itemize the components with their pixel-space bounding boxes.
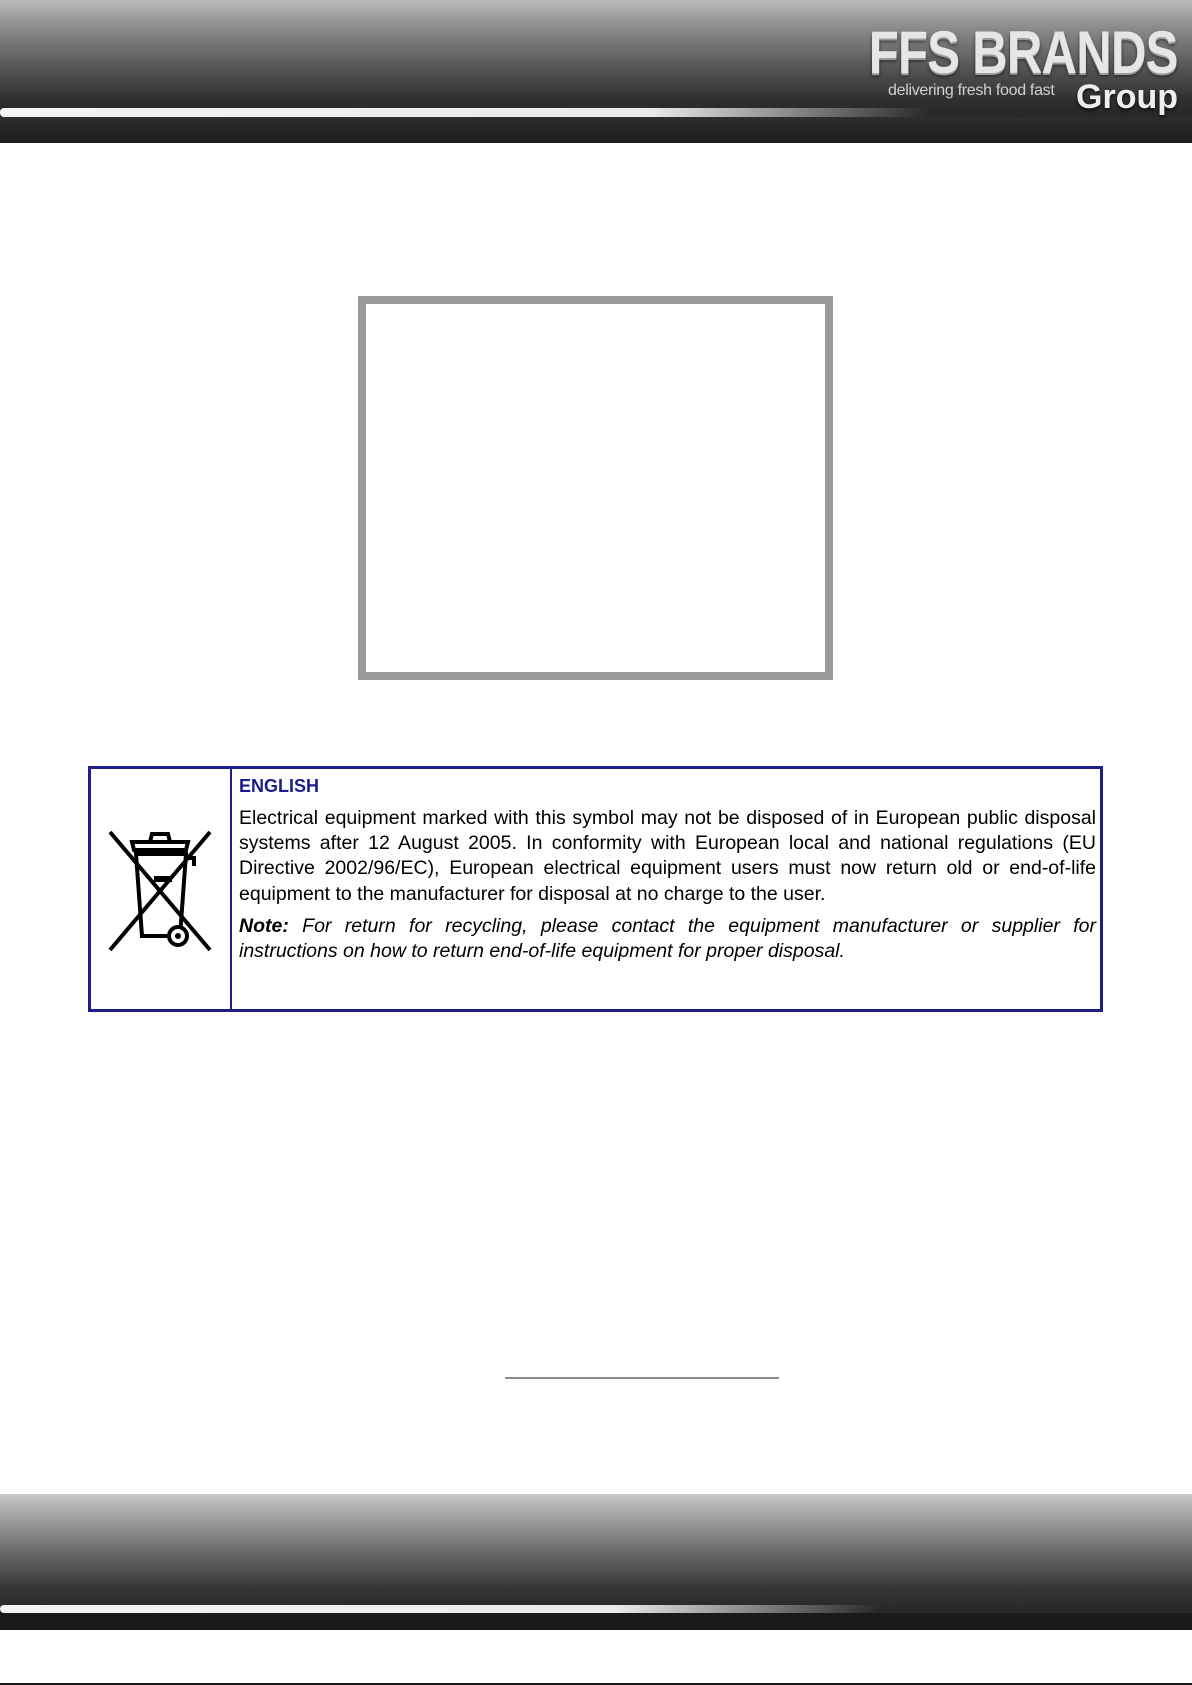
page-footer xyxy=(0,1494,1192,1630)
weee-body-text: Electrical equipment marked with this symbol may not be disposed of in European public disposal systems after 12 August 2005. In conformity with European local and national regulations (EU Directive 2002/96/EC), European electrical equipment users must now return old or end-of-life equipment to the manufacturer for disposal at no charge to the user. xyxy=(239,807,1096,905)
weee-text-cell xyxy=(232,769,1100,1009)
logo-group-word: Group xyxy=(1076,78,1178,116)
footer-highlight xyxy=(0,1605,880,1613)
weee-language-heading: ENGLISH xyxy=(239,776,320,796)
header-dark-strip xyxy=(0,117,1192,143)
crossed-out-wheelie-bin-icon xyxy=(102,820,220,958)
ffs-brands-logo xyxy=(869,19,1178,120)
horizontal-divider xyxy=(505,1377,779,1379)
weee-note-text: For return for recycling, please contact the equipment manufacturer or supplier for instructions on how to return end-of-life equipment for proper disposal. xyxy=(239,914,1096,963)
logo-brand-name: FFS BRANDS xyxy=(869,19,1178,86)
image-placeholder-frame xyxy=(358,296,833,680)
weee-note-label: Note: xyxy=(239,914,289,937)
weee-notice-box xyxy=(88,766,1103,1012)
weee-note xyxy=(239,914,1096,964)
footer-dark-strip xyxy=(0,1613,1192,1630)
page-header xyxy=(0,0,1192,143)
header-highlight xyxy=(0,108,930,117)
weee-icon-cell xyxy=(91,769,232,1009)
logo-tagline: delivering fresh food fast xyxy=(888,82,1055,99)
